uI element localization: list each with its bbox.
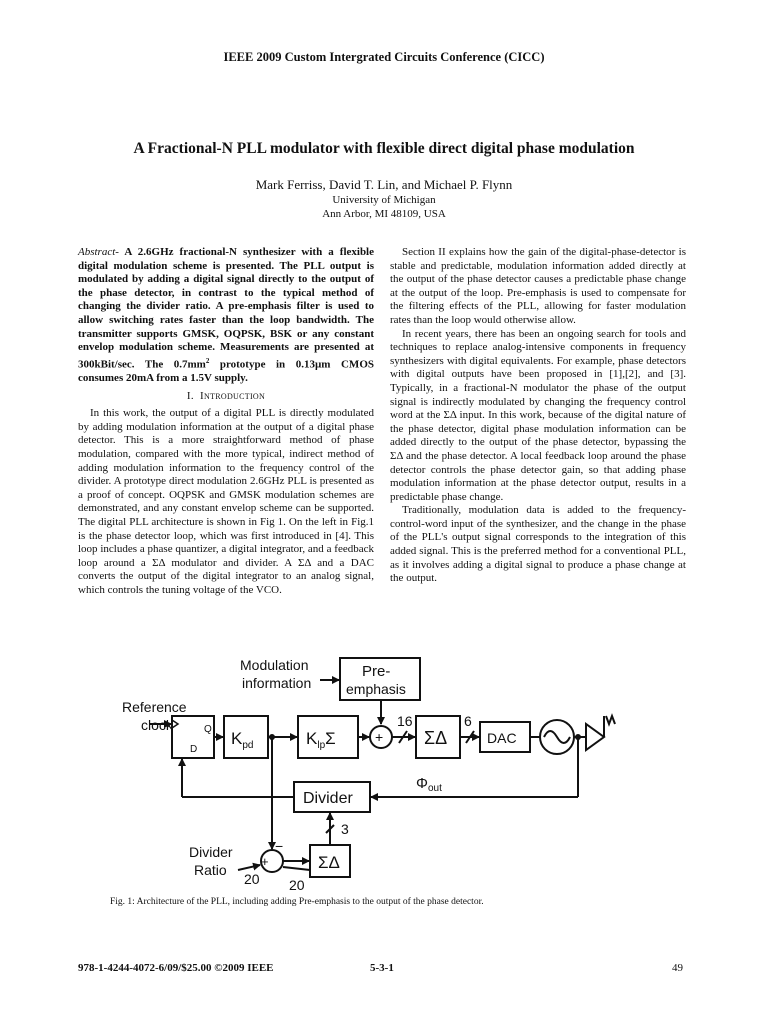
antenna-icon	[606, 716, 615, 724]
divider-ratio-label-2: Ratio	[194, 862, 227, 878]
paper-title: A Fractional-N PLL modulator with flexible direct digital phase modulation	[133, 140, 635, 157]
abstract-label: Abstract-	[78, 246, 119, 258]
sigma-delta-2-label: ΣΔ	[318, 853, 340, 872]
section-heading	[78, 390, 374, 404]
preemphasis-label-2: emphasis	[346, 681, 406, 697]
klp-subscript: lp	[317, 740, 326, 751]
page-number: 49	[672, 962, 683, 974]
svg-text:Φout	[416, 775, 442, 794]
ff-q-label: Q	[204, 724, 212, 735]
dac-label: DAC	[487, 730, 517, 746]
klp-label: K	[306, 729, 318, 748]
junction-dot	[269, 734, 275, 740]
subtractor-minus: −	[275, 838, 284, 854]
divider-ratio-label-1: Divider	[189, 844, 233, 860]
svg-text:KlpΣ	[306, 729, 336, 751]
intro-paragraph: In this work, the output of a digital PLL is directly modulated by adding modulation information at the output of a digital phase detector. This is a more straightforward method of phase modulation, compared with the more typical, indirect method of adding modulation information to the frequency control of the divider. A prototype direct modulation 2.6GHz PLL is presented as a proof of concept. OQPSK and GMSK modulation schemes are demonstrated, and any constant envelop scheme can be supported. The digital PLL architecture is shown in Fig 1. On the left in Fig.1 is the phase detector loop, which was first introduced in [4]. This loop includes a phase quantizer, a digital integrator, and a feedback loop around a ΣΔ modulator and divider. A ΣΔ and a DAC converts the output of the digital integrator to an analog signal, which controls the tuning voltage of the VCO.	[78, 407, 374, 596]
klp-sigma: Σ	[325, 729, 336, 748]
bus-width-6: 6	[464, 713, 472, 729]
sigma-delta-label: ΣΔ	[424, 728, 448, 748]
vco-sine-icon	[544, 731, 570, 743]
body-paragraph-3: Traditionally, modulation data is added to the frequency-control-word input of the synthesizer, and the change in the phase of the PLL's output signal corresponds to the integration of this added signal. This is the preferred method for a conventional PLL, as it involves adding a digital signal to produce a phase change at the output.	[390, 504, 686, 585]
modulation-label-1: Modulation	[240, 657, 309, 673]
modulation-label-2: information	[242, 675, 312, 691]
junction-dot	[575, 734, 581, 740]
abstract-superscript: 2	[205, 356, 210, 365]
svg-text:Kpd	[231, 729, 253, 751]
phi-out-label: Φ	[416, 775, 428, 792]
kpd-label: K	[231, 729, 243, 748]
subtractor-plus: +	[261, 854, 269, 869]
section-number: I.	[186, 389, 194, 402]
bus-width-3: 3	[341, 821, 349, 837]
body-paragraph-1: Section II explains how the gain of the digital-phase-detector is stable and predictable, modulation information added directly at the output of the phase detector causes a predictable phase change at the output of the loop. Pre-emphasis is used to compensate for the filtering effects of the PLL, allowing for faster modulation rates than the loop would otherwise allow.	[390, 246, 686, 326]
footer-isbn: 978-1-4244-4072-6/09/$25.00 ©2009 IEEE	[78, 962, 274, 974]
preemphasis-label-1: Pre-	[362, 663, 391, 680]
section-title: Introduction	[200, 389, 266, 402]
summing-plus: +	[375, 729, 384, 745]
phi-out-subscript: out	[427, 783, 442, 794]
ff-d-label: D	[190, 744, 198, 755]
bus-width-20-b: 20	[289, 877, 305, 893]
footer-section: 5-3-1	[370, 962, 394, 974]
abstract	[78, 246, 374, 386]
reference-label-2: clock	[141, 717, 173, 733]
figure-caption: Fig. 1: Architecture of the PLL, including adding Pre-emphasis to the output of the phase detector.	[110, 897, 484, 907]
conference-header: IEEE 2009 Custom Intergrated Circuits Conference (CICC)	[223, 50, 545, 64]
body-paragraph-2: In recent years, there has been an ongoing search for tools and techniques to replace analog-intensive components in frequency synthesizers with digital equivalents. For example, phase detectors with digital outputs have been proposed in [1],[2], and [3]. Typically, in a fractional-N modulator the phase of the output signal is indirectly modulated by changing the frequency control word at the ΣΔ input. In this work, because of the digital nature of the phase detector, digital phase modulation information can be added directly to the output of the phase detector, bypassing the ΣΔ and the phase detector. A local feedback loop around the phase detector controls the phase detector gain, so that adding phase modulation information at the phase detector output, results in a predictable phase change.	[390, 327, 686, 503]
kpd-subscript: pd	[242, 740, 254, 751]
abstract-body-1: A 2.6GHz fractional-N synthesizer with a flexible digital modulation scheme is presented. The PLL output is modulated by adding a digital signal directly to the output of the phase detector, in contrast to the typical method of changing the divider ratio. A pre-emphasis filter is used to allow switching rates faster than the loop bandwidth. The transmitter supports GMSK, OQPSK, BSK or any constant envelop modulation scheme. Measurements are presented at 300kBit/sec. The 0.7mm	[78, 246, 374, 371]
pll-architecture-diagram	[110, 648, 630, 893]
left-column	[78, 246, 374, 598]
paper-authors: Mark Ferriss, David T. Lin, and Michael P. Flynn	[255, 177, 513, 192]
divider-label: Divider	[303, 790, 353, 807]
bus-width-20-a: 20	[244, 871, 260, 887]
right-column	[390, 246, 686, 586]
reference-label-1: Reference	[122, 699, 187, 715]
abstract-body-2: prototype in 0.13µm CMOS consumes 20mA from a 1.5V supply.	[78, 358, 374, 384]
bus-width-16: 16	[397, 713, 413, 729]
affiliation-university: University of Michigan	[332, 194, 436, 206]
affiliation-location: Ann Arbor, MI 48109, USA	[322, 208, 446, 220]
